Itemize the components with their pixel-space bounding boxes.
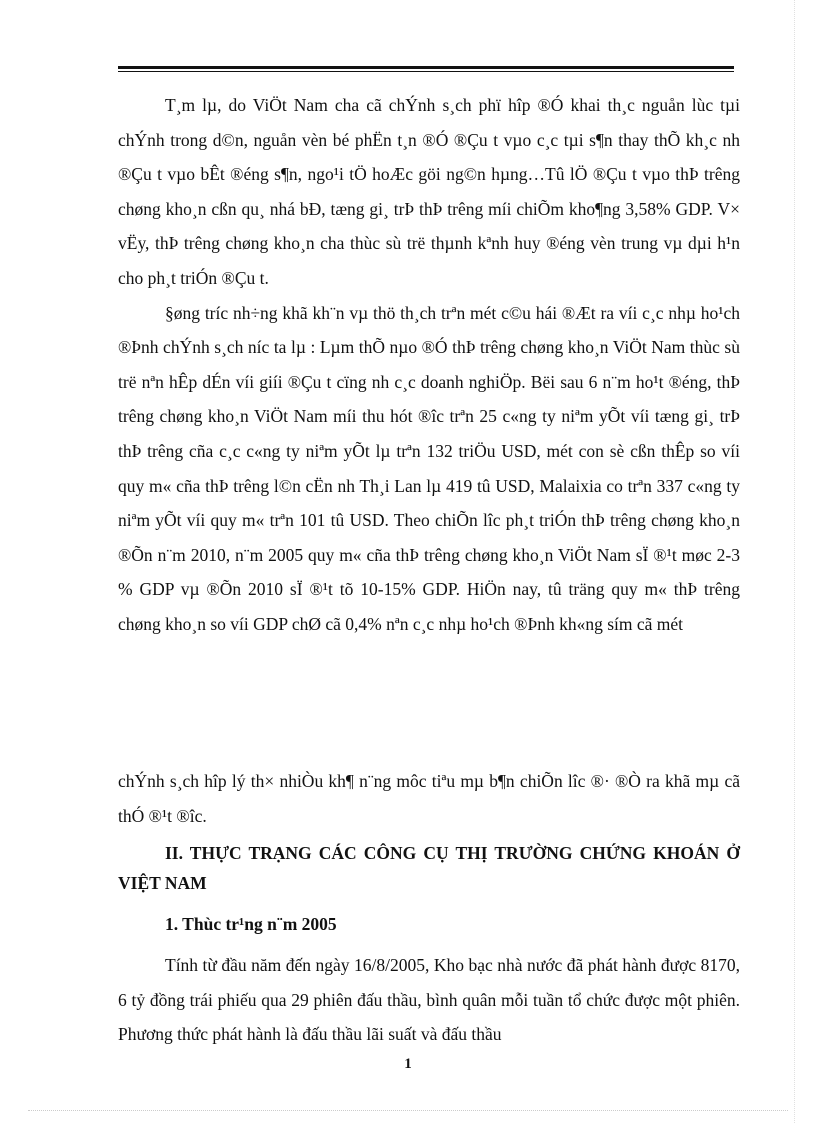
text-block-top [118,88,740,642]
subheading: 1. Thùc tr¹ng n¨m 2005 [165,914,337,934]
text-block-bottom [118,948,740,1052]
paragraph: T¸m lµ, do ViÖt Nam cha cã chÝnh s¸ch phï hîp ®Ó khai th¸c nguån lùc tµi chÝnh trong d©n, nguån vèn bé phËn t¸n ®Ó ®Çu t vµo c¸c tµi s¶n thay thÕ kh¸c nh ®Çu t vµo bÊt ®éng s¶n, ngo¹i tÖ hoÆc göi ng©n hµng…Tû lÖ ®Çu t vµo thÞ trêng chøng kho¸n cßn qu¸ nhá bÐ, tæng gi¸ trÞ thÞ trêng míi chiÕm kho¶ng 3,58% GDP. V× vËy, thÞ trêng chøng kho¸n cha thùc sù trë thµnh kªnh huy ®éng vèn trung vµ dµi h¹n cho ph¸t triÓn ®Çu t. [118,95,740,288]
section-heading [118,838,740,898]
paragraph: §øng tríc nh÷ng khã kh¨n vµ thö th¸ch trªn mét c©u hái ®Æt ra víi c¸c nhµ ho¹ch ®Þnh chÝnh s¸ch níc ta lµ : Lµm thÕ nµo ®Ó thÞ trêng chøng kho¸n ViÖt Nam thùc sù trë nªn hÊp dÉn víi giíi ®Çu t cïng nh c¸c doanh nghiÖp. Bëi sau 6 n¨m ho¹t ®éng, thÞ trêng chøng kho¸n ViÖt Nam míi thu hót ®îc trªn 25 c«ng ty niªm yÕt víi tæng gi¸ trÞ thÞ trêng cña c¸c c«ng ty niªm yÕt lµ trªn 132 triÖu USD, mét con sè cßn thÊp so víi quy m« cña thÞ trêng l©n cËn nh Th¸i Lan lµ 419 tû USD, Malaixia co trªn 337 c«ng ty niªm yÕt víi quy m« trªn 101 tû USD. Theo chiÕn lîc ph¸t triÓn thÞ trêng chøng kho¸n ®Õn n¨m 2010, n¨m 2005 quy m« cña thÞ trêng chøng kho¸n ViÖt Nam sÏ ®¹t møc 2-3 % GDP vµ ®Õn 2010 sÏ ®¹t tõ 10-15% GDP. HiÖn nay, tû träng quy m« thÞ trêng chøng kho¸n so víi GDP chØ cã 0,4% nªn c¸c nhµ ho¹ch ®Þnh kh«ng sím cã mét [118,302,740,634]
page-bottom-border [28,1110,788,1111]
text-block-continued [118,764,740,833]
header-rule-thin [118,71,734,72]
paragraph: Tính từ đầu năm đến ngày 16/8/2005, Kho bạc nhà nước đã phát hành được 8170, 6 tỷ đồng trái phiếu qua 29 phiên đấu thầu, bình quân mỗi tuần tổ chức được một phiên. Phương thức phát hành là đấu thầu lãi suất và đấu thầu [118,955,740,1045]
page-number: 1 [404,1056,412,1072]
page-right-border [794,0,795,1123]
paragraph-continued: chÝnh s¸ch hîp lý th× nhiÒu kh¶ n¨ng môc tiªu mµ b¶n chiÕn lîc ®· ®Ò ra khã mµ cã thÓ ®¹t ®îc. [118,771,740,826]
header-rule-thick [118,66,734,69]
section-heading-text: II. THỰC TRẠNG CÁC CÔNG CỤ THỊ TRƯỜNG CHỨNG KHOÁN Ở VIỆT NAM [118,843,740,893]
